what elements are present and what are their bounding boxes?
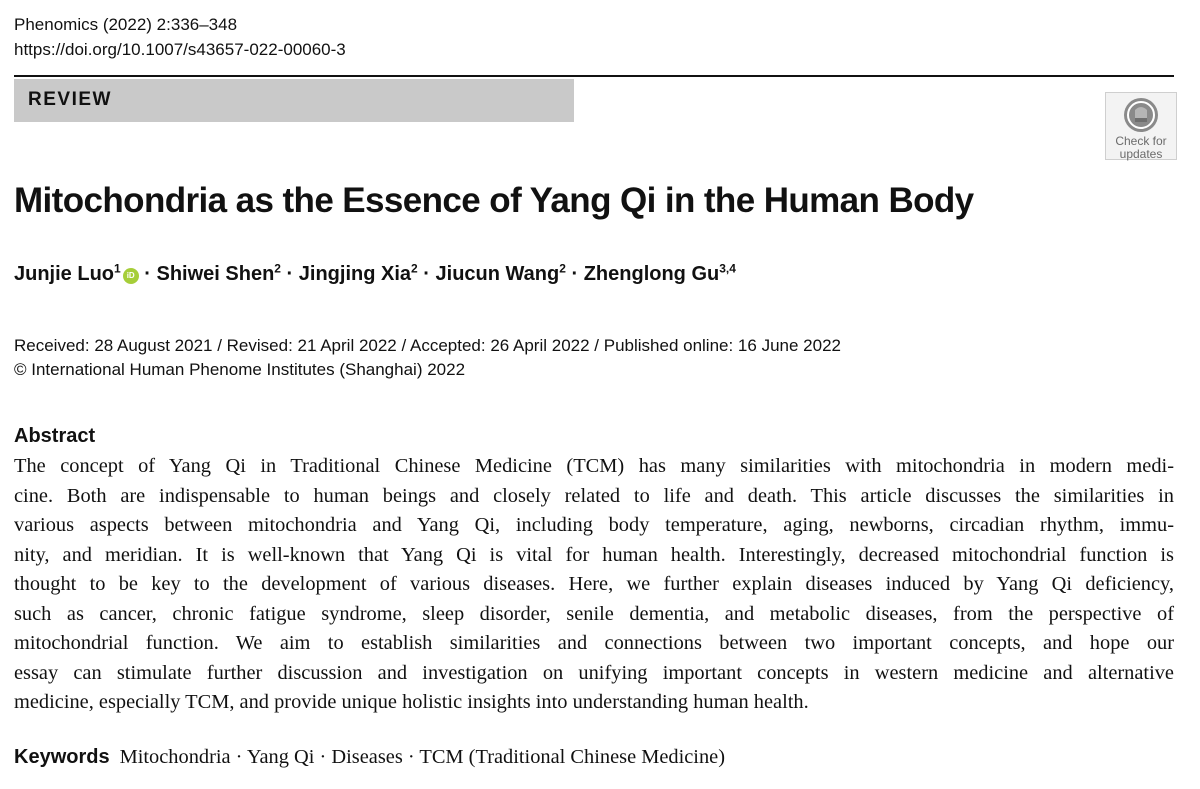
abstract-line: such as cancer, chronic fatigue syndrome, sleep disorder, senile dementia, and metabolic diseases, from the perspective of — [14, 602, 1174, 625]
author-name[interactable]: Jingjing Xia — [298, 263, 412, 285]
abstract-line: mitochondrial function. We aim to establish similarities and connections between two important concepts, and hope our — [14, 632, 1174, 654]
abstract-line: The concept of Yang Qi in Traditional Chinese Medicine (TCM) has many similarities with mitochondria in modern medi- — [14, 455, 1174, 477]
copyright-notice: © International Human Phenome Institutes (Shanghai) 2022 — [14, 360, 466, 379]
abstract-heading: Abstract — [14, 425, 96, 447]
header-rule — [14, 75, 1174, 77]
abstract-line: various aspects between mitochondria and Yang Qi, including body temperature, aging, newborns, circadian rhythm, immu- — [14, 514, 1174, 536]
orcid-icon[interactable]: iD — [123, 268, 139, 284]
journal-info — [14, 12, 346, 62]
author-affiliation: 2 — [274, 261, 281, 276]
author-affiliation: 2 — [559, 261, 566, 276]
author-name[interactable]: Zhenglong Gu — [583, 263, 720, 285]
author-affiliation: 2 — [411, 261, 418, 276]
check-for-updates-line1: Check for — [1115, 134, 1167, 148]
keywords-label: Keywords — [14, 746, 110, 768]
check-for-updates-line2: updates — [1119, 147, 1163, 161]
author-name[interactable]: Shiwei Shen — [156, 263, 275, 285]
check-for-updates-badge[interactable] — [1105, 92, 1177, 160]
publication-dates: Received: 28 August 2021 / Revised: 21 April 2022 / Accepted: 26 April 2022 / Published online: 16 June 2022 — [14, 336, 841, 355]
author-separator: · — [423, 263, 430, 285]
check-for-updates-icon — [1122, 96, 1160, 134]
publication-history — [14, 334, 841, 382]
author-separator: · — [571, 263, 579, 285]
article-type-label: REVIEW — [28, 89, 112, 110]
abstract-line: thought to be key to the development of various diseases. Here, we further explain diseases induced by Yang Qi deficiency, — [14, 573, 1174, 595]
abstract-text — [14, 452, 1174, 718]
abstract-line: essay can stimulate further discussion and investigation on unifying important concepts in western medicine and alternative — [14, 661, 1174, 684]
abstract-line: nity, and meridian. It is well-known that Yang Qi is vital for human health. Interestingly, decreased mitochondrial function is — [14, 543, 1174, 566]
journal-citation: Phenomics (2022) 2:336–348 — [14, 15, 238, 34]
article-type-bar — [14, 79, 574, 122]
author-separator: · — [144, 263, 151, 285]
abstract-line: cine. Both are indispensable to human beings and closely related to life and death. This article discusses the similarities in — [14, 484, 1174, 507]
author-list — [14, 263, 736, 286]
author-affiliation: 1 — [114, 261, 121, 276]
author-name[interactable]: Jiucun Wang — [435, 263, 560, 285]
keywords-section — [14, 746, 725, 769]
doi-link[interactable]: https://doi.org/10.1007/s43657-022-00060-3 — [14, 40, 346, 59]
article-title: Mitochondria as the Essence of Yang Qi in the Human Body — [14, 181, 974, 220]
keywords-list: Mitochondria · Yang Qi · Diseases · TCM (Traditional Chinese Medicine) — [119, 746, 726, 768]
author-name[interactable]: Junjie Luo — [14, 263, 114, 285]
abstract-line: medicine, especially TCM, and provide unique holistic insights into understanding human health. — [14, 691, 809, 713]
author-affiliation: 3,4 — [719, 261, 736, 276]
author-separator: · — [286, 263, 294, 285]
